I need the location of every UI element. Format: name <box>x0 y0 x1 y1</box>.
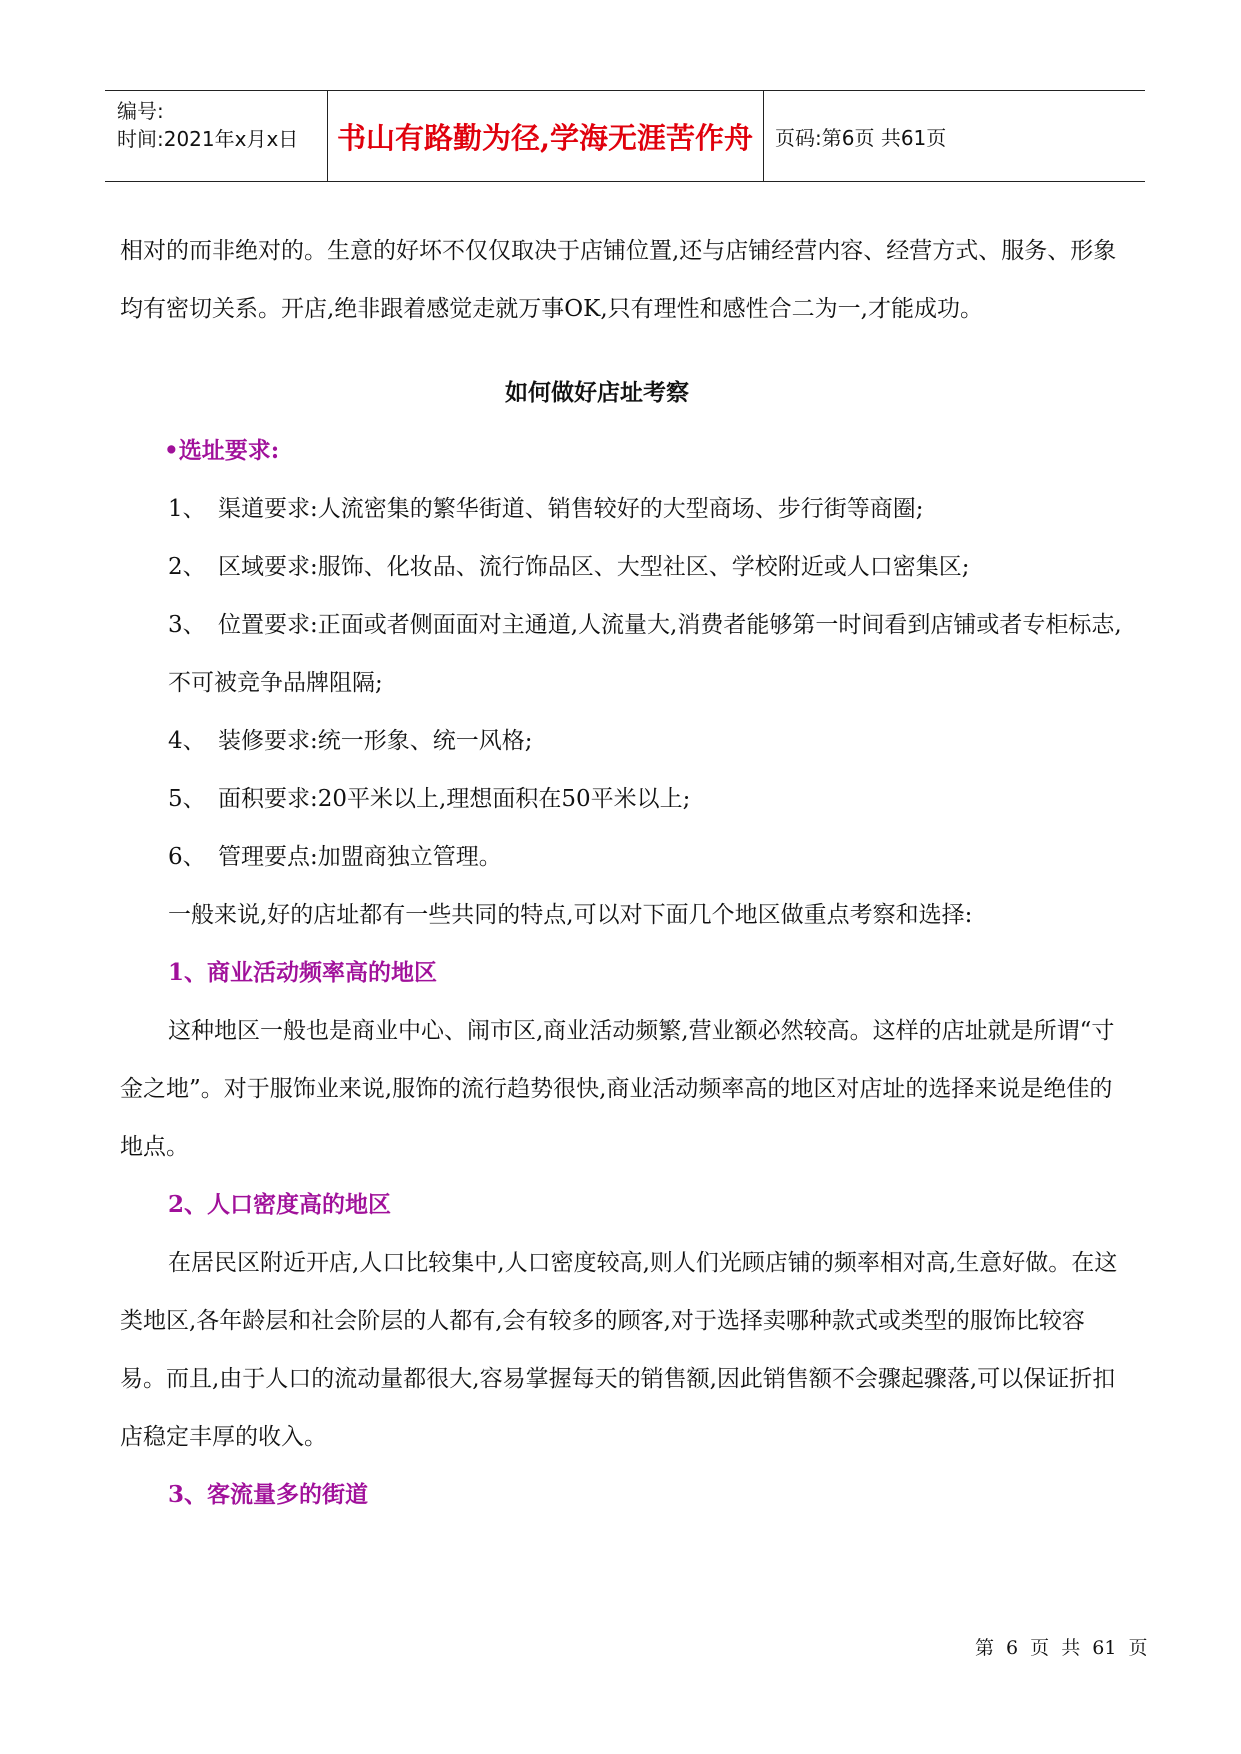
general-paragraph: 一般来说,好的店址都有一些共同的特点,可以对下面几个地区做重点考察和选择: <box>168 902 973 928</box>
section-2-heading: 2、人口密度高的地区 <box>168 1191 392 1218</box>
requirement-item: 1、 渠道要求:人流密集的繁华街道、销售较好的大型商场、步行街等商圈; <box>168 496 924 522</box>
requirement-item: 4、 装修要求:统一形象、统一风格; <box>168 728 533 754</box>
bullet-heading: •选址要求: <box>164 437 280 464</box>
requirement-item: 3、 位置要求:正面或者侧面面对主通道,人流量大,消费者能够第一时间看到店铺或者专柜标志,不可被竞争品牌阻隔; <box>168 612 1122 696</box>
requirement-item: 6、 管理要点:加盟商独立管理。 <box>168 844 502 870</box>
document-time-label: 时间:2021年x月x日 <box>117 127 299 151</box>
header-page-label: 页码:第6页 共61页 <box>775 125 947 150</box>
section-title: 如何做好店址考察 <box>505 379 689 406</box>
document-number-label: 编号: <box>117 99 164 123</box>
section-2-text: 在居民区附近开店,人口比较集中,人口密度较高,则人们光顾店铺的频率相对高,生意好做。在这类地区,各年龄层和社会阶层的人都有,会有较多的顾客,对于选择卖哪种款式或类型的服饰比较容易。而且,由于人口的流动量都很大,容易掌握每天的销售额,因此销售额不会骤起骤落,可以保证折扣店稳定丰厚的收入。 <box>120 1250 1118 1450</box>
page-footer: 第 6 页 共 61 页 <box>975 1637 1148 1659</box>
page-header <box>105 90 1145 182</box>
requirement-item: 5、 面积要求:20平米以上,理想面积在50平米以上; <box>168 786 691 812</box>
section-1-text: 这种地区一般也是商业中心、闹市区,商业活动频繁,营业额必然较高。这样的店址就是所谓“寸金之地”。对于服饰业来说,服饰的流行趋势很快,商业活动频率高的地区对店址的选择来说是绝佳的地点。 <box>120 1018 1115 1160</box>
document-body <box>120 222 1130 1524</box>
intro-paragraph: 相对的而非绝对的。生意的好坏不仅仅取决于店铺位置,还与店铺经营内容、经营方式、服务、形象均有密切关系。开店,绝非跟着感觉走就万事OK,只有理性和感性合二为一,才能成功。 <box>120 238 1117 322</box>
section-1-heading: 1、商业活动频率高的地区 <box>168 959 438 986</box>
section-3-heading: 3、客流量多的街道 <box>168 1481 369 1508</box>
header-motto: 书山有路勤为径,学海无涯苦作舟 <box>336 120 754 155</box>
requirement-item: 2、 区域要求:服饰、化妆品、流行饰品区、大型社区、学校附近或人口密集区; <box>168 554 970 580</box>
